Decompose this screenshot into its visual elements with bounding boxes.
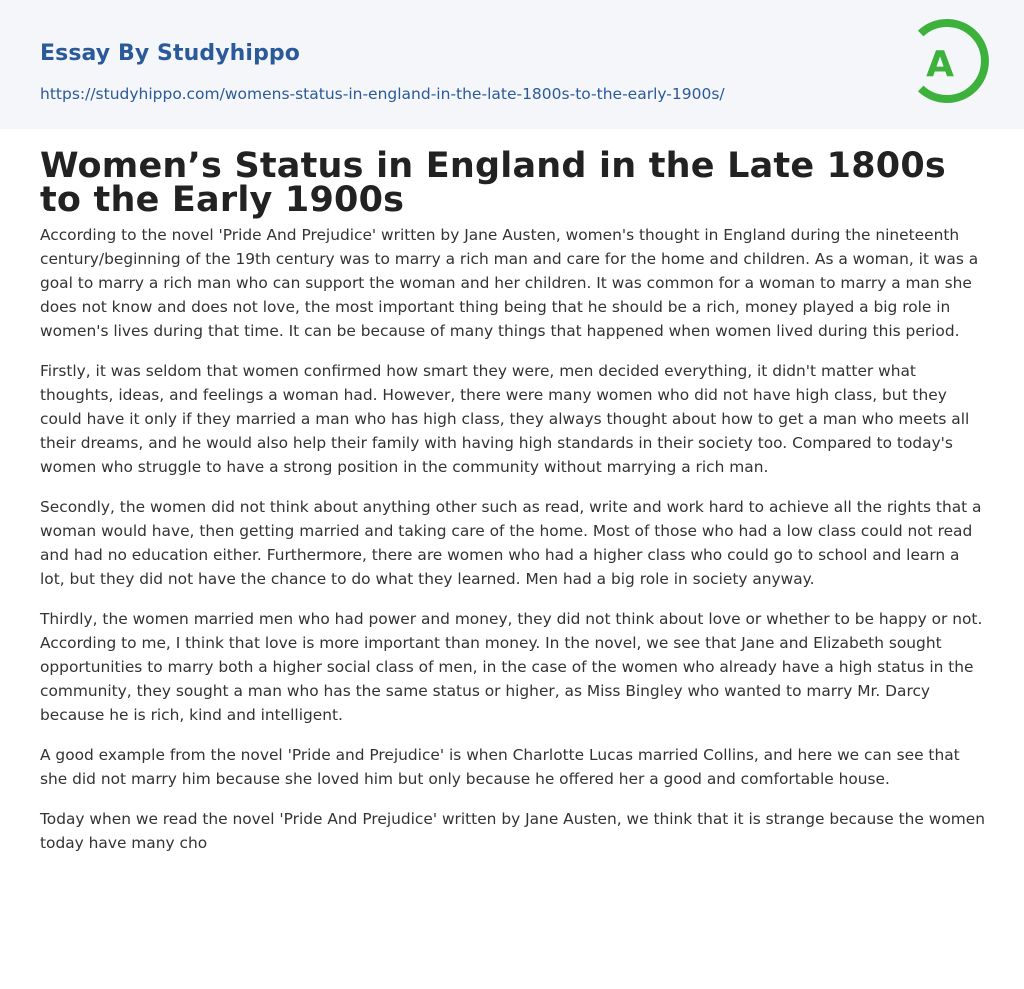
paragraph: Firstly, it was seldom that women confirmed how smart they were, men decided everything, it didn't matter what thoughts, ideas, and feelings a woman had. However, there were many women who did not have high class, but they could have it only if they married a man who has high class, they always thought about how to get a man who meets all their dreams, and he would also help their family with having high standards in their society too. Compared to today's women who struggle to have a strong position in the community without marrying a rich man. bbox=[40, 362, 970, 476]
studyhippo-logo[interactable] bbox=[909, 16, 989, 106]
paragraph: Today when we read the novel 'Pride And Prejudice' written by Jane Austen, we think that it is strange because the women today have many cho bbox=[40, 810, 985, 852]
paragraph: Thirdly, the women married men who had power and money, they did not think about love or whether to be happy or not. According to me, I think that love is more important than money. In the novel, we see that Jane and Elizabeth sought opportunities to marry both a higher social class of men, in the case of the women who already have a high status in the community, they sought a man who has the same status or higher, as Miss Bingley who wanted to marry Mr. Darcy because he is rich, kind and intelligent. bbox=[40, 610, 983, 724]
paragraph: According to the novel 'Pride And Prejudice' written by Jane Austen, women's thought in England during the nineteenth century/beginning of the 19th century was to marry a rich man and care for the home and children. As a woman, it was a goal to marry a rich man who can support the woman and her children. It was common for a woman to marry a man she does not know and does not love, the most important thing being that he should be a rich, money played a big role in women's lives during that time. It can be because of many things that happened when women lived during this period. bbox=[40, 226, 979, 340]
paragraph: A good example from the novel 'Pride and Prejudice' is when Charlotte Lucas married Collins, and here we can see that she did not marry him because she loved him but only because he offered her a good and comfortable house. bbox=[40, 746, 960, 788]
essay-url-link[interactable]: https://studyhippo.com/womens-status-in-england-in-the-late-1800s-to-the-early-1900s/ bbox=[40, 85, 725, 103]
article-body bbox=[40, 146, 988, 871]
paragraph: Secondly, the women did not think about anything other such as read, write and work hard to achieve all the rights that a woman would have, then getting married and taking care of the home. Most of those who had a low class could not read and had no education either. Furthermore, there are women who had a higher class who could go to school and learn a lot, but they did not have the chance to do what they learned. Men had a big role in society anyway. bbox=[40, 498, 982, 588]
logo-letter: A bbox=[926, 44, 954, 85]
site-title[interactable]: Essay By Studyhippo bbox=[40, 41, 300, 66]
article-title: Women’s Status in England in the Late 1800s to the Early 1900s bbox=[40, 146, 946, 220]
site-header bbox=[0, 0, 1024, 129]
logo-icon bbox=[909, 16, 989, 106]
